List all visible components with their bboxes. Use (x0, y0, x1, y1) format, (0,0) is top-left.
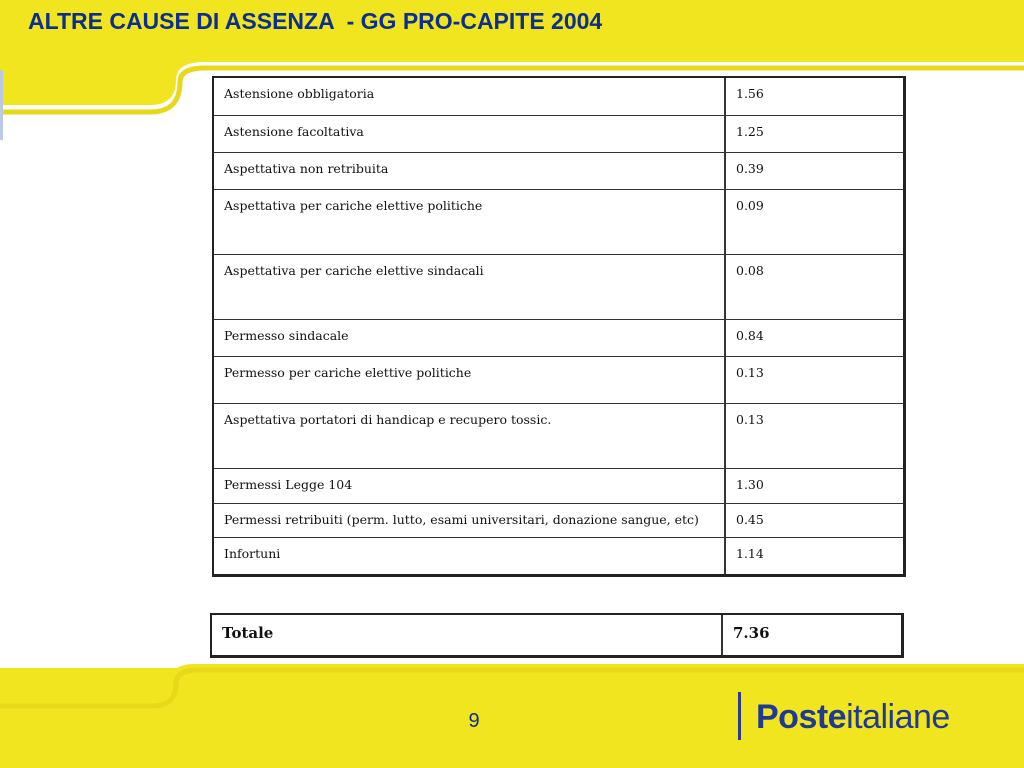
row-label: Permesso per cariche elettive politiche (214, 356, 725, 403)
row-label: Permessi Legge 104 (214, 468, 725, 503)
row-value: 0.13 (725, 356, 903, 403)
row-label: Aspettativa portatori di handicap e recupero tossic. (214, 403, 725, 468)
logo-divider (738, 692, 741, 740)
table-row (214, 189, 903, 254)
row-label: Astensione obbligatoria (214, 78, 725, 115)
row-value: 0.45 (725, 503, 903, 537)
logo-bold-text: Poste (756, 698, 847, 736)
table-row (214, 537, 903, 574)
row-value: 1.56 (725, 78, 903, 115)
row-label: Aspettativa per cariche elettive sindacali (214, 254, 725, 319)
total-value: 7.36 (733, 624, 770, 642)
row-value: 1.30 (725, 468, 903, 503)
page-number: 9 (468, 710, 480, 732)
row-value: 0.09 (725, 189, 903, 254)
row-label: Permesso sindacale (214, 319, 725, 356)
row-label: Permessi retribuiti (perm. lutto, esami universitari, donazione sangue, etc) (214, 503, 725, 537)
total-table (210, 613, 904, 658)
table-row (214, 403, 903, 468)
table-row (214, 319, 903, 356)
logo-regular-text: italiane (846, 698, 950, 736)
table-row (214, 468, 903, 503)
row-value: 0.39 (725, 152, 903, 189)
left-edge-accent (0, 70, 3, 140)
slide-title: ALTRE CAUSE DI ASSENZA - GG PRO-CAPITE 2004 (28, 8, 603, 34)
row-value: 0.84 (725, 319, 903, 356)
row-value: 0.13 (725, 403, 903, 468)
absence-table (212, 76, 906, 577)
row-value: 0.08 (725, 254, 903, 319)
row-label: Infortuni (214, 537, 725, 574)
row-value: 1.25 (725, 115, 903, 152)
table-row (214, 152, 903, 189)
total-label: Totale (212, 615, 723, 655)
row-label: Aspettativa non retribuita (214, 152, 725, 189)
row-value: 1.14 (736, 545, 764, 561)
absence-table-grid (214, 78, 903, 574)
table-row (214, 356, 903, 403)
row-label: Aspettativa per cariche elettive politiche (214, 189, 725, 254)
table-row (214, 254, 903, 319)
table-row (214, 115, 903, 152)
row-label: Astensione facoltativa (214, 115, 725, 152)
table-row (214, 78, 903, 115)
poste-italiane-logo (756, 698, 950, 737)
table-row (214, 503, 903, 537)
